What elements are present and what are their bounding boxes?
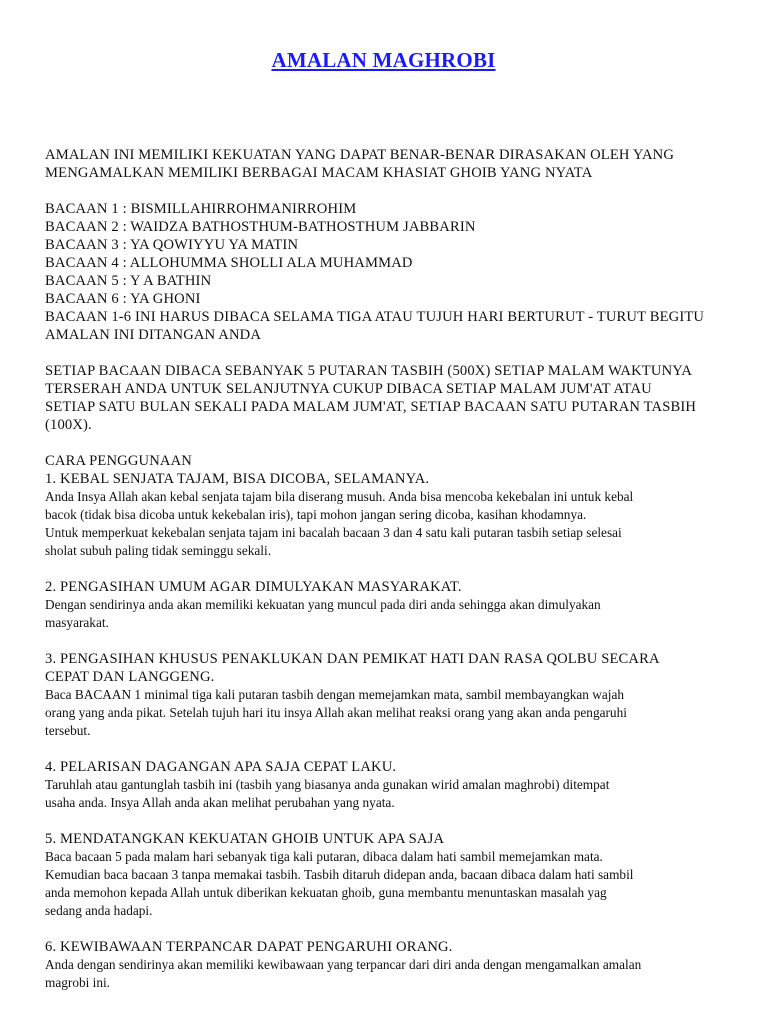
usage-heading: CARA PENGGUNAAN: [45, 453, 192, 469]
item-body-line: Kemudian baca bacaan 3 tanpa memakai tasbih. Tasbih ditaruh didepan anda, bacaan dibaca dalam hati sambil: [45, 867, 634, 882]
item-body-line: Taruhlah atau gantunglah tasbih ini (tasbih yang biasanya anda gunakan wirid amalan maghrobi) ditempat: [45, 777, 610, 792]
bacaan-note-line: BACAAN 1-6 INI HARUS DIBACA SELAMA TIGA ATAU TUJUH HARI BERTURUT - TURUT BEGITU: [45, 309, 705, 325]
bacaan-list: [45, 200, 722, 344]
usage-item-2: [45, 578, 722, 632]
bacaan-note-line: AMALAN INI DITANGAN ANDA: [45, 327, 262, 343]
item-body-line: sholat subuh paling tidak seminggu sekali.: [45, 543, 272, 558]
item-body-line: sedang anda hadapi.: [45, 903, 153, 918]
usage-item-1: [45, 470, 722, 560]
usage-item-4: [45, 758, 722, 812]
item-body-line: magrobi ini.: [45, 975, 110, 990]
bacaan-line-4: BACAAN 4 : ALLOHUMMA SHOLLI ALA MUHAMMAD: [45, 255, 413, 271]
item-body-line: anda memohon kepada Allah untuk diberikan kekuatan ghoib, guna membantu menuntaskan masalah yag: [45, 885, 607, 900]
intro-paragraph: [45, 146, 722, 182]
spacer: [45, 740, 722, 758]
item-heading: 1. KEBAL SENJATA TAJAM, BISA DICOBA, SELAMANYA.: [45, 471, 430, 487]
setiap-line: TERSERAH ANDA UNTUK SELANJUTNYA CUKUP DIBACA SETIAP MALAM JUM'AT ATAU: [45, 381, 652, 397]
bacaan-line-1: BACAAN 1 : BISMILLAHIRROHMANIRROHIM: [45, 201, 357, 217]
item-body-line: Baca bacaan 5 pada malam hari sebanyak tiga kali putaran, dibaca dalam hati sambil memejamkan mata.: [45, 849, 603, 864]
spacer: [45, 434, 722, 452]
setiap-line: SETIAP BACAAN DIBACA SEBANYAK 5 PUTARAN TASBIH (500X) SETIAP MALAM WAKTUNYA: [45, 363, 693, 379]
item-body-line: orang yang anda pikat. Setelah tujuh hari itu insya Allah akan melihat reaksi orang yang akan anda pengaruhi: [45, 705, 627, 720]
item-body-line: bacok (tidak bisa dicoba untuk kekebalan iris), tapi mohon jangan sering dicoba, kasihan khodamnya.: [45, 507, 587, 522]
usage-item-6: [45, 938, 722, 992]
spacer: [45, 560, 722, 578]
bacaan-line-2: BACAAN 2 : WAIDZA BATHOSTHUM-BATHOSTHUM JABBARIN: [45, 219, 476, 235]
setiap-line: (100X).: [45, 417, 92, 433]
setiap-line: SETIAP SATU BULAN SEKALI PADA MALAM JUM'AT, SETIAP BACAAN SATU PUTARAN TASBIH: [45, 399, 697, 415]
item-heading: 3. PENGASIHAN KHUSUS PENAKLUKAN DAN PEMIKAT HATI DAN RASA QOLBU SECARA: [45, 651, 660, 667]
usage-section: [45, 452, 722, 992]
item-heading: 6. KEWIBAWAAN TERPANCAR DAPAT PENGARUHI ORANG.: [45, 939, 453, 955]
spacer: [45, 920, 722, 938]
intro-line: AMALAN INI MEMILIKI KEKUATAN YANG DAPAT BENAR-BENAR DIRASAKAN OLEH YANG: [45, 147, 675, 163]
item-heading: CEPAT DAN LANGGENG.: [45, 669, 215, 685]
item-heading: 2. PENGASIHAN UMUM AGAR DIMULYAKAN MASYARAKAT.: [45, 579, 462, 595]
intro-line: MENGAMALKAN MEMILIKI BERBAGAI MACAM KHASIAT GHOIB YANG NYATA: [45, 165, 593, 181]
item-heading: 5. MENDATANGKAN KEKUATAN GHOIB UNTUK APA SAJA: [45, 831, 445, 847]
spacer: [45, 182, 722, 200]
usage-item-5: [45, 830, 722, 920]
item-body-line: tersebut.: [45, 723, 91, 738]
item-body-line: masyarakat.: [45, 615, 109, 630]
item-body-line: Anda Insya Allah akan kebal senjata tajam bila diserang musuh. Anda bisa mencoba kekebalan ini untuk kebal: [45, 489, 634, 504]
bacaan-line-6: BACAAN 6 : YA GHONI: [45, 291, 201, 307]
item-heading: 4. PELARISAN DAGANGAN APA SAJA CEPAT LAKU.: [45, 759, 397, 775]
spacer: [45, 632, 722, 650]
item-body-line: Baca BACAAN 1 minimal tiga kali putaran tasbih dengan memejamkan mata, sambil membayangkan wajah: [45, 687, 624, 702]
page-title[interactable]: AMALAN MAGHROBI: [271, 48, 496, 72]
item-body-line: usaha anda. Insya Allah anda akan melihat perubahan yang nyata.: [45, 795, 395, 810]
bacaan-line-5: BACAAN 5 : Y A BATHIN: [45, 273, 212, 289]
bacaan-line-3: BACAAN 3 : YA QOWIYYU YA MATIN: [45, 237, 299, 253]
usage-item-3: [45, 650, 722, 740]
item-body-line: Anda dengan sendirinya akan memiliki kewibawaan yang terpancar dari diri anda dengan mengamalkan amalan: [45, 957, 642, 972]
spacer: [45, 812, 722, 830]
spacer: [45, 344, 722, 362]
item-body-line: Dengan sendirinya anda akan memiliki kekuatan yang muncul pada diri anda sehingga akan dimulyakan: [45, 597, 601, 612]
item-body-line: Untuk memperkuat kekebalan senjata tajam ini bacalah bacaan 3 dan 4 satu kali putaran tasbih setiap selesai: [45, 525, 622, 540]
setiap-paragraph: [45, 362, 722, 434]
